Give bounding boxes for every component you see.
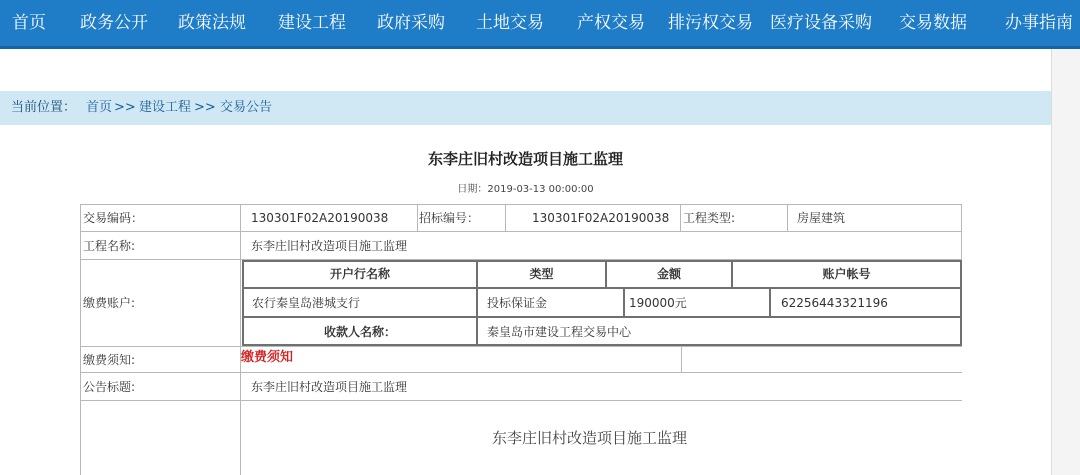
payment-account-label: 缴费账户: [83,296,136,310]
nav-item-gov-affairs[interactable]: 政务公开 [80,13,148,33]
amount-value: 190000元 [629,296,687,310]
breadcrumb-separator: >> [114,100,136,115]
grid-line [80,400,962,401]
grid-line [769,288,771,318]
grid-line [240,204,241,475]
account-number-header: 账户帐号 [822,267,871,281]
announcement-body-title: 东李庄旧村改造项目施工监理 [492,429,688,447]
breadcrumb [0,91,1051,125]
grid-line [960,260,962,346]
type-value: 投标保证金 [487,296,548,310]
grid-line [787,204,788,232]
account-number-value: 62256443321196 [781,296,888,310]
breadcrumb-label: 当前位置： [11,100,77,115]
grid-line [80,204,962,205]
grid-line [80,204,81,475]
nav-item-property[interactable]: 产权交易 [577,13,645,33]
trade-code-value: 130301F02A20190038 [251,211,389,225]
grid-line [680,204,681,232]
nav-item-trade-data[interactable]: 交易数据 [899,13,967,33]
grid-line [242,316,962,318]
info-table [80,204,962,475]
breadcrumb-home-link[interactable]: 首页 [86,100,113,115]
payee-value: 秦皇岛市建设工程交易中心 [487,325,632,339]
nav-item-procurement[interactable]: 政府采购 [377,13,445,33]
grid-line [417,204,418,232]
breadcrumb-separator: >> [194,100,216,115]
project-type-label: 工程类型: [683,211,736,225]
nav-item-guide[interactable]: 办事指南 [1005,13,1073,33]
page-title: 东李庄旧村改造项目施工监理 [427,150,623,168]
notice-label: 缴费须知: [83,353,136,367]
grid-line [681,346,682,373]
bank-name-header: 开户行名称 [329,267,390,281]
grid-line [505,204,506,232]
project-type-value: 房屋建筑 [797,211,846,225]
grid-line [80,231,962,232]
grid-line [80,372,962,373]
type-header: 类型 [529,267,554,281]
breadcrumb-announcement-link[interactable]: 交易公告 [220,100,273,115]
notice-link[interactable]: 缴费须知 [241,350,294,365]
grid-line [242,260,962,262]
page-scrollbar[interactable] [1051,49,1080,475]
nav-item-medical[interactable]: 医疗设备采购 [770,13,872,33]
announcement-title-label: 公告标题: [83,380,136,394]
breadcrumb-construction-link[interactable]: 建设工程 [139,100,192,115]
bid-number-label: 招标编号： [419,211,480,225]
bid-number-value: 130301F02A20190038 [532,211,670,225]
project-name-label: 工程名称: [83,239,136,253]
grid-line [242,287,962,289]
nav-item-construction[interactable]: 建设工程 [278,13,346,33]
grid-line [80,346,962,347]
publish-date: 日期：2019-03-13 00:00:00 [457,184,594,195]
amount-header: 金额 [656,267,681,281]
nav-item-home[interactable]: 首页 [12,13,46,33]
grid-line [623,288,625,318]
top-nav [0,0,1080,49]
project-name-value: 东李庄旧村改造项目施工监理 [251,239,408,253]
nav-item-land[interactable]: 土地交易 [476,13,544,33]
nav-item-policy[interactable]: 政策法规 [178,13,246,33]
nav-item-emission[interactable]: 排污权交易 [668,13,753,33]
trade-code-label: 交易编码： [83,211,144,225]
payee-label: 收款人名称： [323,325,396,339]
bank-name-value: 农行秦皇岛港城支行 [252,296,361,310]
grid-line [242,344,962,346]
announcement-title-value: 东李庄旧村改造项目施工监理 [251,380,408,394]
